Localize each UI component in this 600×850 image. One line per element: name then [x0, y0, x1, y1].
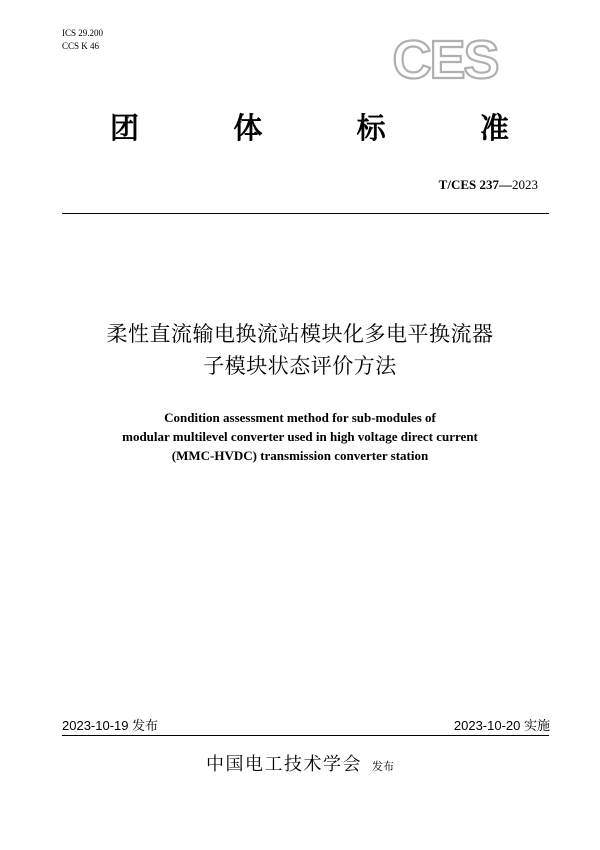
implementation-date: 2023-10-20 实施 [453, 718, 550, 733]
standard-type-char: 体 [233, 111, 264, 145]
english-title-line-1: Condition assessment method for sub-modules of [164, 410, 436, 425]
standard-year: 2023 [512, 177, 538, 192]
standard-type-char: 标 [356, 111, 387, 145]
classification-codes [62, 27, 103, 53]
standard-type-heading [110, 106, 510, 147]
ces-logo [380, 36, 510, 82]
english-title-line-3: (MMC-HVDC) transmission converter station [171, 448, 429, 463]
english-title [40, 408, 560, 465]
chinese-title-line-2: 子模块状态评价方法 [203, 354, 397, 378]
standard-type-char: 团 [110, 111, 141, 145]
ics-code: ICS 29.200 [62, 28, 104, 38]
publisher [0, 750, 600, 776]
standard-number [439, 177, 538, 193]
publisher-label: 发布 [372, 760, 394, 773]
standard-dash: — [499, 177, 512, 192]
standard-code: T/CES 237 [438, 177, 499, 192]
publisher-organization: 中国电工技术学会 [206, 754, 362, 775]
english-title-line-2: modular multilevel converter used in high voltage direct current [122, 429, 478, 444]
ccs-code: CCS K 46 [62, 41, 100, 51]
standard-type-char: 准 [479, 111, 510, 145]
footer-divider [62, 735, 549, 736]
header-divider [62, 213, 549, 214]
chinese-title-line-1: 柔性直流输电换流站模块化多电平换流器 [106, 322, 494, 346]
issue-date: 2023-10-19 发布 [62, 718, 159, 733]
chinese-title [40, 318, 560, 382]
logo-lettering: CES [392, 36, 498, 82]
